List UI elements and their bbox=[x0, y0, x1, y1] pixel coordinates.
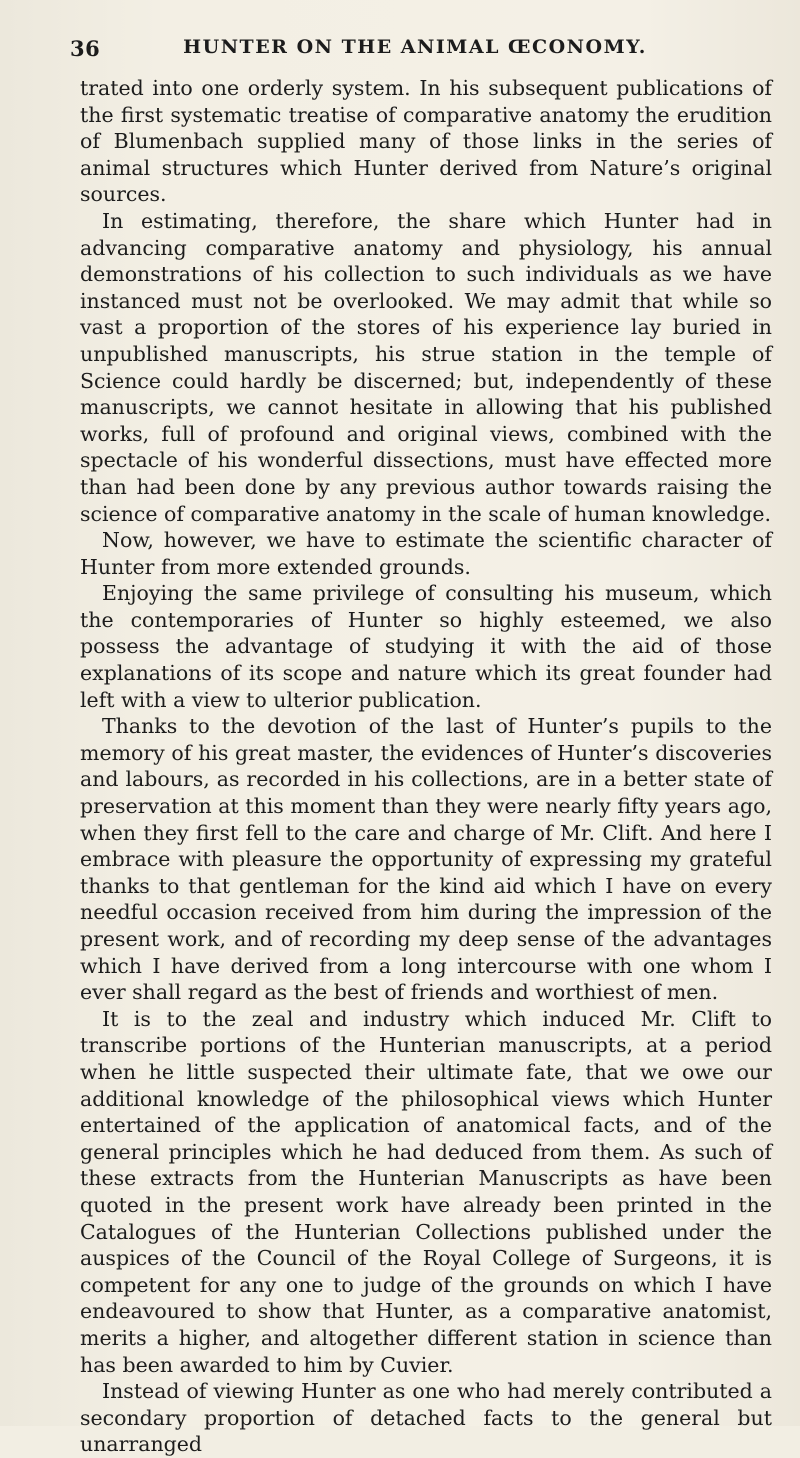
running-head: HUNTER ON THE ANIMAL ŒCONOMY. bbox=[183, 36, 647, 58]
page-header bbox=[70, 16, 760, 61]
paragraph-continuation: trated into one orderly system. In his subsequent publications of the first systematic treatise of comparative anatomy the erudition of Blumenbach supplied many of those links in the series of animal structures which Hunter derived from Nature’s original sources. bbox=[80, 76, 772, 207]
paragraph: In estimating, therefore, the share which Hunter had in advancing comparative anatomy and physiology, his annual demonstrations of his collection to such individuals as we have instanced must not be overlooked. We may admit that while so vast a proportion of the stores of his experience lay buried in unpublished manuscripts, his strue station in the temple of Science could hardly be discerned; but, independently of these manuscripts, we cannot hesitate in allowing that his published works, full of profound and original views, combined with the spectacle of his wonderful dissections, must have effected more than had been done by any previous author towards raising the science of comparative anatomy in the scale of human knowledge. bbox=[80, 208, 772, 526]
paragraph: Enjoying the same privilege of consulting his museum, which the contemporaries of Hunter so highly esteemed, we also possess the advantage of studying it with the aid of those explanations of its scope and nature which its great founder had left with a view to ulterior publication. bbox=[80, 581, 772, 712]
page-number: 36 bbox=[70, 36, 101, 61]
body-text bbox=[80, 75, 772, 1458]
paragraph: It is to the zeal and industry which induced Mr. Clift to transcribe portions of the Hunterian manuscripts, at a period when he little suspected their ultimate fate, that we owe our additional knowledge of the philosophical views which Hunter entertained of the application of anatomical facts, and of the general principles which he had deduced from them. As such of these extracts from the Hunterian Manuscripts as have been quoted in the present work have already been printed in the Catalogues of the Hunterian Collections published under the auspices of the Council of the Royal College of Surgeons, it is competent for any one to judge of the grounds on which I have endeavoured to show that Hunter, as a comparative anatomist, merits a higher, and altogether different station in science than has been awarded to him by Cuvier. bbox=[80, 1006, 772, 1377]
paragraph: Now, however, we have to estimate the scientific character of Hunter from more extended grounds. bbox=[80, 528, 772, 579]
paragraph: Thanks to the devotion of the last of Hunter’s pupils to the memory of his great master, the evidences of Hunter’s discoveries and labours, as recorded in his collections, are in a better state of preservation at this moment than they were nearly fifty years ago, when they first fell to the care and charge of Mr. Clift. And here I embrace with pleasure the opportunity of expressing my grateful thanks to that gentleman for the kind aid which I have on every needful occasion received from him during the impression of the present work, and of recording my deep sense of the advantages which I have derived from a long intercourse with one whom I ever shall regard as the best of friends and worthiest of men. bbox=[80, 714, 772, 1005]
paragraph: Instead of viewing Hunter as one who had merely contributed a secondary proportion of detached facts to the general but unarranged bbox=[80, 1379, 772, 1457]
